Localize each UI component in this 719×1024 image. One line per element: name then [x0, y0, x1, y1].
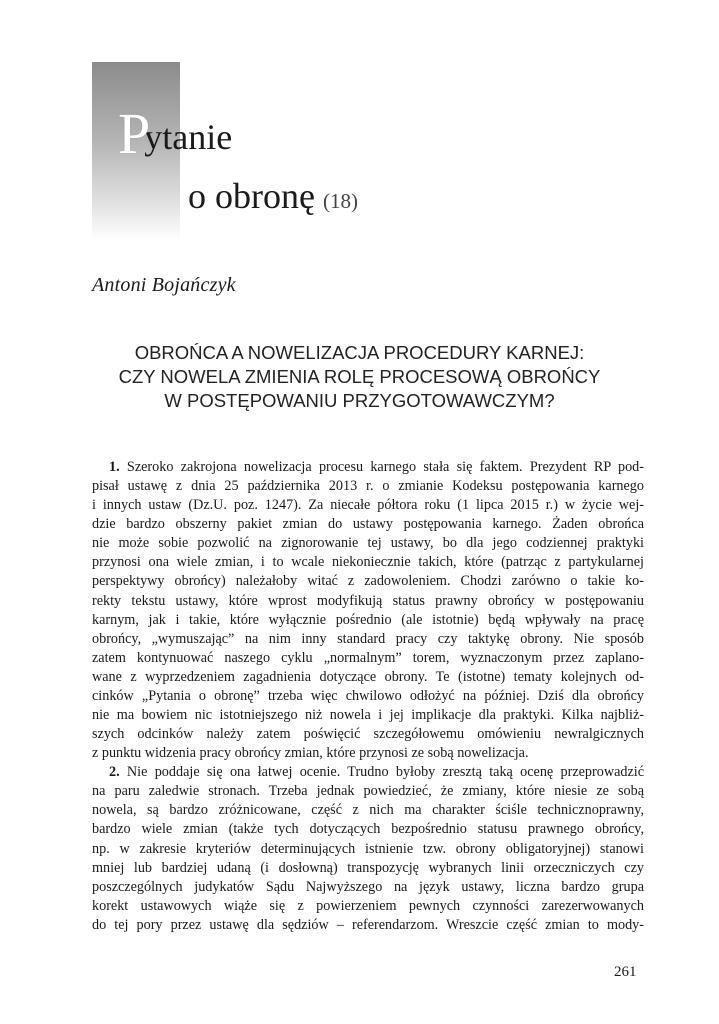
paragraph-2-line: bardzo wiele zmian (także tych dotyczących bezpośrednio statusu prawnego obrońcy, — [92, 821, 644, 838]
paragraph-1-line: karnym, jak i takie, które wyłącznie pośrednio (ale istotnie) będą wpływały na pracę — [92, 611, 644, 628]
title-line2-text: o obronę — [188, 176, 315, 216]
series-number: (18) — [322, 189, 358, 213]
paragraph-2-line: nowela, są bardzo zróżnicowane, część z nich ma charakter ściśle technicznoprawny, — [92, 802, 644, 819]
paragraph-1-line: zatem kontynuować naszego cyklu „normalnym” torem, wyznaczonym przez zaplano- — [92, 649, 644, 666]
paragraph-number: 1. — [109, 459, 120, 475]
paragraph-1-line: przynosi ona wiele zmian, i to wcale niekoniecznie takich, które (patrząc z partykularnej — [92, 554, 644, 571]
paragraph-1-line: dzie bardzo obszerny pakiet zmian do ustawy postępowania karnego. Żaden obrońca — [92, 516, 644, 533]
paragraph-2-line: do tej pory przez ustawę dla sędziów – referendarzom. Wreszcie część zmian to mody- — [92, 916, 644, 933]
headline-line: OBROŃCA A NOWELIZACJA PROCEDURY KARNEJ: — [134, 342, 585, 363]
paragraph-1-line: wane z wyprzedzeniem zagadnienia dotyczące obrony. Te (istotne) tematy kolejnych od- — [92, 668, 644, 685]
paragraph-1-line: obrońcy, „wymuszając” na nim inny standard pracy czy taktykę obrony. Nie sposób — [92, 630, 644, 647]
paragraph-1-line: z punktu widzenia pracy obrońcy zmian, które przynosi ze sobą nowelizacja. — [92, 745, 529, 762]
title-line-2 — [188, 174, 358, 223]
article-headline — [92, 341, 627, 413]
title-drop-cap: P — [118, 101, 151, 166]
paragraph-1-line: cinków „Pytania o obronę” trzeba więc chwilowo odłożyć na później. Dziś dla obrońcy — [92, 687, 644, 704]
paragraph-2-line: na paru zaledwie stronach. Trzeba jednak powiedzieć, że zmiany, które niesie ze sobą — [92, 783, 644, 800]
paragraph-2-line — [92, 763, 644, 782]
article-body — [92, 458, 644, 935]
paragraph-text: Nie poddaje się ona łatwej ocenie. Trudno byłoby zresztą taką ocenę przeprowadzić — [119, 764, 644, 781]
paragraph-2-line: mniej lub bardziej udaną (i dosłowną) transpozycję wybranych linii orzeczniczych czy — [92, 859, 644, 876]
author-name: Antoni Bojańczyk — [92, 274, 236, 296]
paragraph-text: Szeroko zakrojona nowelizacja procesu karnego stała się faktem. Prezydent RP pod- — [119, 459, 644, 475]
paragraph-2-line: korekt ustawowych wiąże się z powierzeniem pewnych czynności zarezerwowanych — [92, 897, 644, 914]
title-line1-text: ytanie — [144, 117, 233, 157]
paragraph-1-line: nie ma bowiem nic istotniejszego niż nowela i jej implikacje dla praktyki. Kilka najbliż- — [92, 707, 644, 724]
paragraph-number: 2. — [109, 764, 120, 781]
paragraph-1-line — [92, 458, 644, 477]
paragraph-2-line: poszczególnych judykatów Sądu Najwyższego na język ustawy, liczna bardzo grupa — [92, 878, 644, 895]
paragraph-1-line: nie może sobie pozwolić na zignorowanie tej ustawy, bo dla jego codziennej praktyki — [92, 535, 644, 552]
paragraph-1-line: rekty tekstu ustawy, które wprost modyfikują status prawny obrońcy w postępowaniu — [92, 592, 644, 609]
paragraph-1-line: perspektywy obrońcy) należałoby witać z zadowoleniem. Chodzi zarówno o takie ko- — [92, 573, 644, 590]
paragraph-1-line: i innych ustaw (Dz.U. poz. 1247). Za niecałe półtora roku (1 lipca 2015 r.) w życie wej- — [92, 497, 644, 514]
paragraph-2-line: np. w zakresie kryteriów determinujących istnienie tzw. obrony obligatoryjnej) stanowi — [92, 840, 644, 857]
paragraph-1-line: pisał ustawę z dnia 25 października 2013 r. o zmianie Kodeksu postępowania karnego — [92, 478, 644, 495]
headline-line: W POSTĘPOWANIU PRZYGOTOWAWCZYM? — [164, 390, 555, 411]
paragraph-1-line: szych odcinków należy zatem poświęcić szczegółowemu omówieniu newralgicznych — [92, 726, 644, 743]
page-number: 261 — [614, 964, 637, 980]
title-line-1 — [118, 101, 233, 166]
headline-line: CZY NOWELA ZMIENIA ROLĘ PROCESOWĄ OBROŃCY — [118, 366, 601, 387]
